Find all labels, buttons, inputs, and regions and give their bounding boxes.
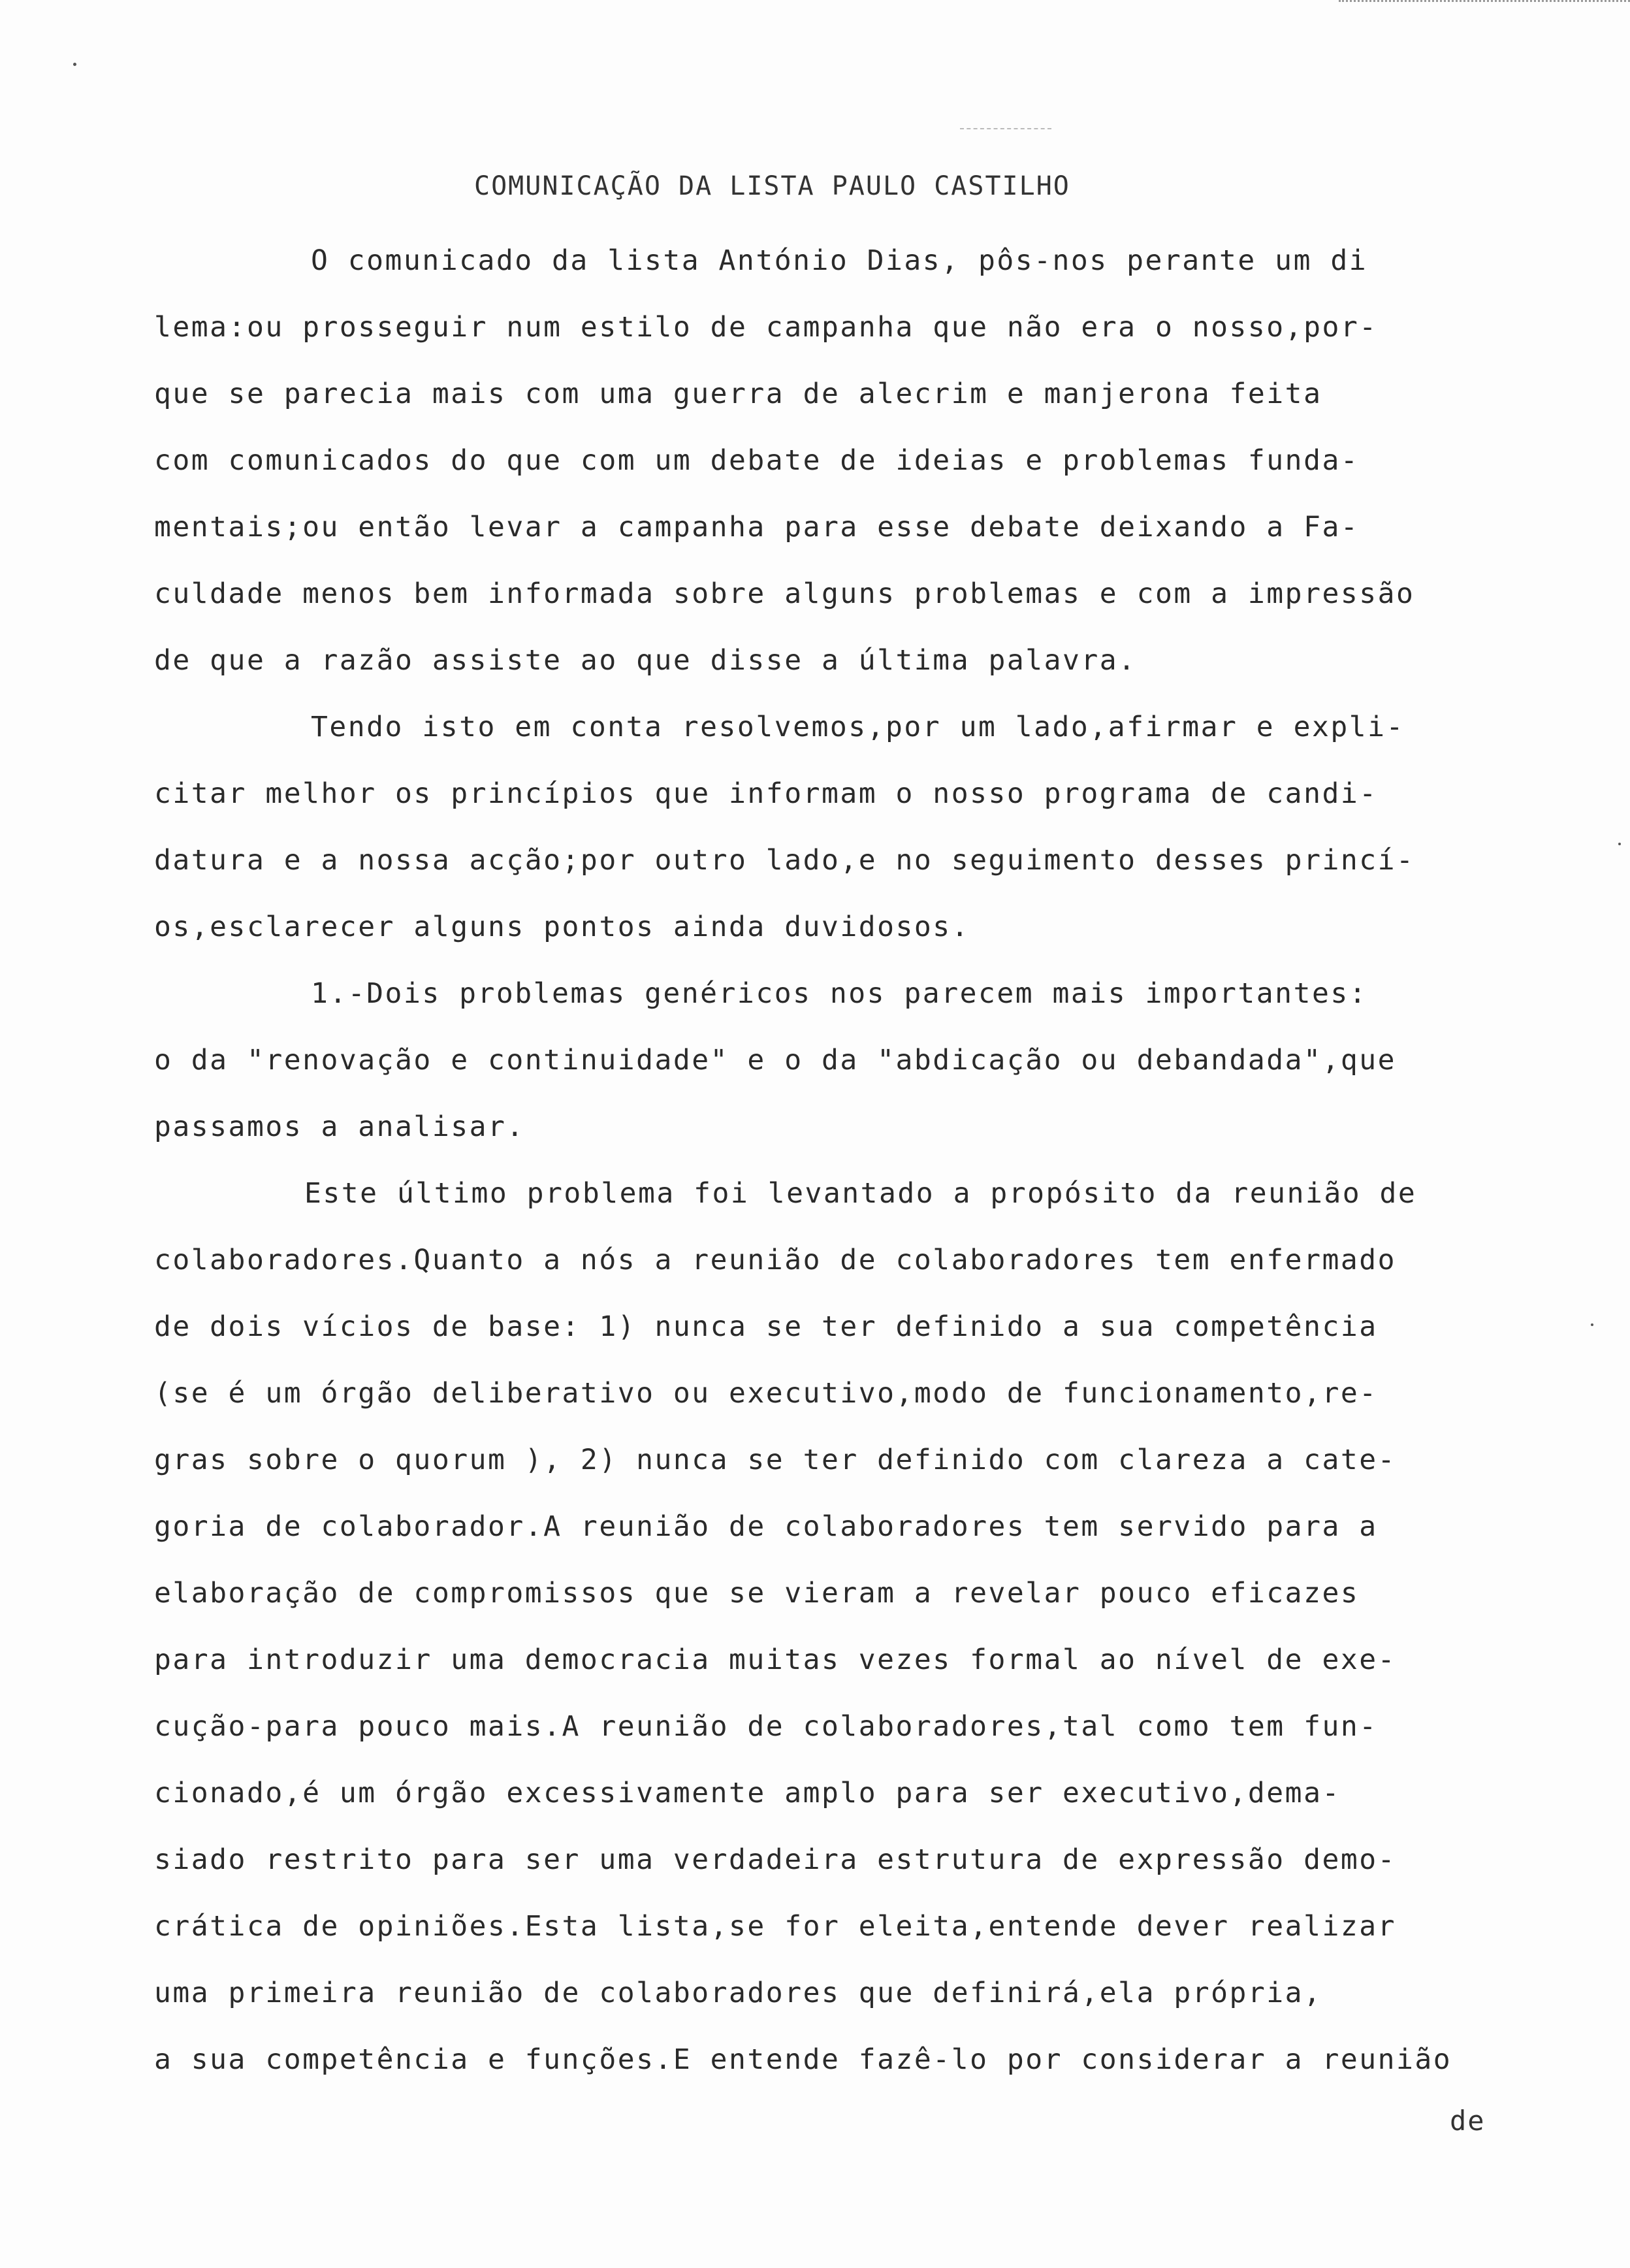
scan-speck: [1591, 1323, 1593, 1326]
text-line: citar melhor os princípios que informam o nosso programa de candi-: [154, 777, 1378, 810]
text-line: crática de opiniões.Esta lista,se for eleita,entende dever realizar: [154, 1910, 1397, 1943]
text-line: O comunicado da lista António Dias, pôs-nos perante um di: [311, 244, 1368, 277]
text-line: datura e a nossa acção;por outro lado,e no seguimento desses princí-: [154, 844, 1415, 877]
text-line: Este último problema foi levantado a propósito da reunião de: [304, 1177, 1417, 1210]
text-line: colaboradores.Quanto a nós a reunião de colaboradores tem enfermado: [154, 1244, 1397, 1276]
text-line: (se é um órgão deliberativo ou executivo,modo de funcionamento,re-: [154, 1377, 1378, 1410]
text-line: Tendo isto em conta resolvemos,por um lado,afirmar e expli-: [311, 711, 1405, 743]
document-title: COMUNICAÇÃO DA LISTA PAULO CASTILHO: [474, 171, 1070, 201]
text-line: a sua competência e funções.E entende fazê-lo por considerar a reunião: [154, 2043, 1452, 2076]
scan-artifact-dash: [960, 128, 1051, 131]
text-line: elaboração de compromissos que se vieram a revelar pouco eficazes: [154, 1577, 1360, 1610]
scan-speck: [73, 63, 76, 66]
text-line: passamos a analisar.: [154, 1110, 525, 1143]
text-line: 1.-Dois problemas genéricos nos parecem mais importantes:: [311, 977, 1368, 1010]
text-line: siado restrito para ser uma verdadeira estrutura de expressão demo-: [154, 1843, 1397, 1876]
text-line: culdade menos bem informada sobre alguns problemas e com a impressão: [154, 577, 1415, 610]
scan-artifact-top-right: [1339, 0, 1630, 6]
text-line: lema:ou prosseguir num estilo de campanha que não era o nosso,por-: [154, 311, 1378, 344]
text-line: goria de colaborador.A reunião de colaboradores tem servido para a: [154, 1510, 1378, 1543]
text-line: de que a razão assiste ao que disse a última palavra.: [154, 644, 1137, 677]
continuation-word: de: [1450, 2105, 1486, 2137]
text-line: o da "renovação e continuidade" e o da "abdicação ou debandada",que: [154, 1044, 1397, 1077]
text-line: com comunicados do que com um debate de ideias e problemas funda-: [154, 444, 1360, 477]
text-line: uma primeira reunião de colaboradores que definirá,ela própria,: [154, 1977, 1322, 2009]
text-line: gras sobre o quorum ), 2) nunca se ter definido com clareza a cate-: [154, 1444, 1397, 1476]
text-line: mentais;ou então levar a campanha para esse debate deixando a Fa-: [154, 511, 1360, 543]
text-line: que se parecia mais com uma guerra de alecrim e manjerona feita: [154, 378, 1322, 410]
text-line: cionado,é um órgão excessivamente amplo para ser executivo,dema-: [154, 1777, 1341, 1809]
text-line: cução-para pouco mais.A reunião de colaboradores,tal como tem fun-: [154, 1710, 1378, 1743]
text-line: de dois vícios de base: 1) nunca se ter definido a sua competência: [154, 1310, 1378, 1343]
scan-speck: [1618, 843, 1621, 845]
text-line: os,esclarecer alguns pontos ainda duvidosos.: [154, 911, 970, 943]
text-line: para introduzir uma democracia muitas vezes formal ao nível de exe-: [154, 1644, 1397, 1676]
